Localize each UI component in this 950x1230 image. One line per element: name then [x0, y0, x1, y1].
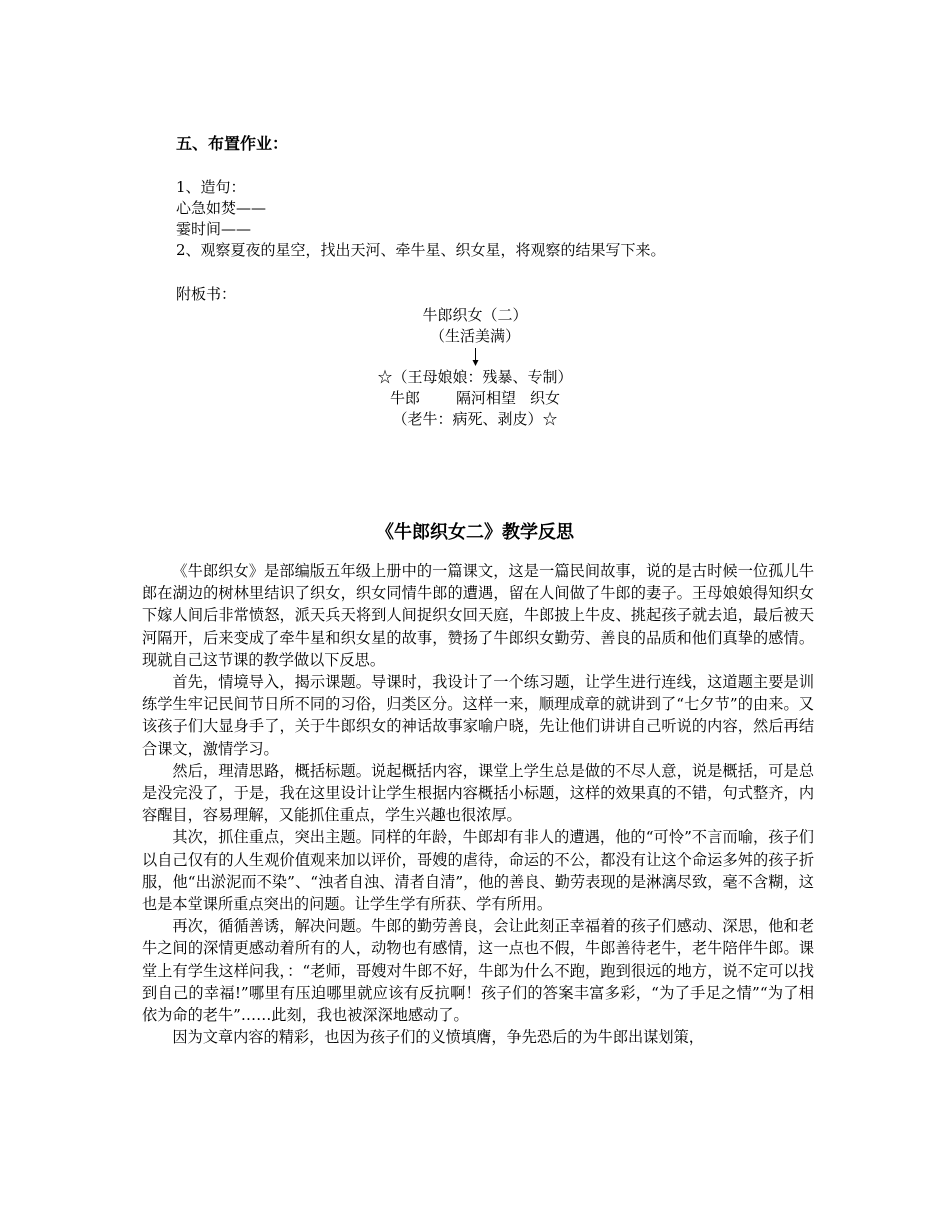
blackboard-outline — [300, 305, 650, 430]
board-label: 附板书： — [176, 285, 237, 303]
reflection-paragraph: 《牛郎织女》是部编版五年级上册中的一篇课文，这是一篇民间故事，说的是古时候一位孤儿牛郎在湖边的树林里结识了织女，织女同情牛郎的遭遇，留在人间做了牛郎的妻子。王母娘娘得知织女下嫁人间后非常愤怒，派天兵天将到人间捉织女回天庭，牛郎披上牛皮、挑起孩子就去追，最后被天河隔开，后来变成了牵牛星和织女星的故事，赞扬了牛郎织女勤劳、善良的品质和他们真挚的感情。现就自己这节课的教学做以下反思。 — [142, 562, 814, 669]
reflection-paragraph: 因为文章内容的精彩，也因为孩子们的义愤填膺，争先恐后的为牛郎出谋划策， — [172, 1028, 704, 1047]
reflection-paragraph: 然后，理清思路，概括标题。说起概括内容，课堂上学生总是做的不尽人意，说是概括，可是总是没完没了，于是，我在这里设计让学生根据内容概括小标题，这样的效果真的不错，句式整齐，内容醒目，容易理解，又能抓住重点，学生兴趣也很浓厚。 — [142, 761, 814, 825]
homework-list — [176, 177, 666, 261]
homework-line: 2、观察夏夜的星空，找出天河、牵牛星、织女星，将观察的结果写下来。 — [176, 241, 666, 259]
board-separated: 隔河相望 — [455, 389, 516, 407]
board-zhinv: 织女 — [530, 389, 561, 407]
homework-line: 1、造句： — [176, 178, 246, 196]
reflection-paragraph: 再次，循循善诱，解决问题。牛郎的勤劳善良，会让此刻正幸福着的孩子们感动、深思，他和老牛之间的深情更感动着所有的人，动物也有感情，这一点也不假，牛郎善待老牛，老牛陪伴牛郎。课堂上有学生这样问我，：“老师，哥嫂对牛郎不好，牛郎为什么不跑，跑到很远的地方，说不定可以找到自己的幸福!”哪里有压迫哪里就应该有反抗啊！孩子们的答案丰富多彩，“为了手足之情”“为了相依为命的老牛”……此刻，我也被深深地感动了。 — [142, 917, 814, 1025]
board-title: 牛郎织女（二） — [422, 306, 528, 324]
board-queen-line: ☆（王母娘娘：残暴、专制） — [377, 368, 573, 386]
down-arrow-icon — [471, 347, 480, 367]
board-ox-line: （老牛：病死、剥皮）☆ — [392, 410, 558, 428]
homework-heading: 五、布置作业： — [176, 134, 289, 153]
reflection-title: 《牛郎织女二》教学反思 — [376, 522, 574, 543]
homework-line: 心急如焚—— — [176, 199, 267, 217]
homework-line: 霎时间—— — [176, 220, 252, 238]
reflection-body — [142, 560, 814, 1048]
board-middle-row — [300, 388, 650, 409]
reflection-paragraph: 首先，情境导入，揭示课题。导课时，我设计了一个练习题，让学生进行连线，这道题主要是训练学生牢记民间节日所不同的习俗，归类区分。这样一来，顺理成章的就讲到了“七夕节”的由来。又该孩子们大显身手了，关于牛郎织女的神话故事家喻户晓，先让他们讲讲自己听说的内容，然后再结合课文，激情学习。 — [142, 673, 814, 758]
board-subtitle: （生活美满） — [429, 327, 520, 345]
reflection-paragraph: 其次，抓住重点，突出主题。同样的年龄，牛郎却有非人的遭遇，他的“可怜”不言而喻，孩子们以自己仅有的人生观价值观来加以评价，哥嫂的虐待，命运的不公，都没有让这个命运多舛的孩子折服，他“出淤泥而不染”、“浊者自浊、清者自清”，他的善良、勤劳表现的是淋漓尽致，毫不含糊，这也是本堂课所重点突出的问题。让学生学有所获、学有所用。 — [142, 828, 814, 914]
board-niulang: 牛郎 — [389, 389, 420, 407]
